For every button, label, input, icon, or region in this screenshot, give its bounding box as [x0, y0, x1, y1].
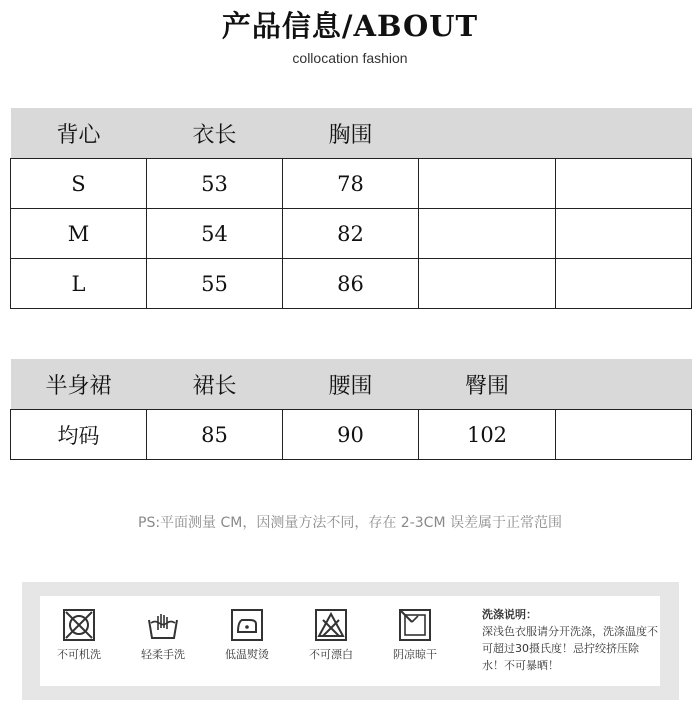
table-row — [11, 259, 692, 309]
no-bleach-icon — [314, 608, 348, 642]
header-cell: 胸围 — [283, 108, 419, 159]
page-subtitle: collocation fashion — [292, 50, 408, 66]
empty-cell — [419, 159, 556, 209]
header-cell: 背心 — [11, 108, 147, 159]
care-item-gentle-hand-wash — [128, 596, 198, 662]
no-machine-wash-icon — [62, 608, 96, 642]
size-cell: L — [11, 259, 147, 309]
empty-cell — [556, 209, 692, 259]
care-instructions-box — [40, 596, 660, 686]
vest-size-table — [10, 108, 692, 309]
table-header-row — [11, 108, 692, 159]
bust-cell: 86 — [283, 259, 419, 309]
length-cell: 54 — [147, 209, 283, 259]
care-item-no-bleach — [296, 596, 366, 662]
size-cell: M — [11, 209, 147, 259]
care-label: 轻柔手洗 — [141, 648, 185, 661]
empty-cell — [419, 259, 556, 309]
table-row — [11, 410, 692, 460]
care-item-no-machine-wash — [44, 596, 114, 662]
waist-cell: 90 — [283, 410, 419, 460]
low-temp-iron-icon — [230, 608, 264, 642]
table-row — [11, 159, 692, 209]
header-cell: 半身裙 — [11, 359, 147, 410]
care-label: 阴凉晾干 — [393, 648, 437, 661]
page-title: 产品信息/ABOUT — [221, 9, 479, 43]
header-cell: 裙长 — [147, 359, 283, 410]
measurement-note: PS:平面测量 CM，因测量方法不同，存在 2-3CM 误差属于正常范围 — [138, 515, 562, 531]
bust-cell: 78 — [283, 159, 419, 209]
care-label: 低温熨烫 — [225, 648, 269, 661]
skirt-length-cell: 85 — [147, 410, 283, 460]
care-item-shade-dry — [380, 596, 450, 662]
care-item-low-temp-iron — [212, 596, 282, 662]
care-panel — [22, 582, 679, 700]
length-cell: 53 — [147, 159, 283, 209]
wash-instructions-title: 洗涤说明： — [482, 608, 537, 621]
header-cell: 衣长 — [147, 108, 283, 159]
care-label: 不可漂白 — [309, 648, 353, 661]
bust-cell: 82 — [283, 209, 419, 259]
empty-cell — [419, 209, 556, 259]
header-cell — [419, 108, 556, 159]
header-cell — [556, 108, 692, 159]
wash-instructions — [482, 606, 660, 674]
hip-cell: 102 — [419, 410, 556, 460]
table-row — [11, 209, 692, 259]
wash-instructions-text: 深浅色衣服请分开洗涤，洗涤温度不可超过30摄氏度！忌拧绞挤压除水！不可暴晒！ — [482, 625, 658, 672]
gentle-hand-wash-icon — [146, 608, 180, 642]
empty-cell — [556, 259, 692, 309]
header-cell — [556, 359, 692, 410]
table-header-row — [11, 359, 692, 410]
empty-cell — [556, 159, 692, 209]
size-cell: S — [11, 159, 147, 209]
empty-cell — [556, 410, 692, 460]
header-cell: 腰围 — [283, 359, 419, 410]
length-cell: 55 — [147, 259, 283, 309]
header-cell: 臀围 — [419, 359, 556, 410]
size-cell: 均码 — [11, 410, 147, 460]
skirt-size-table — [10, 359, 692, 460]
care-label: 不可机洗 — [57, 648, 101, 661]
shade-dry-icon — [398, 608, 432, 642]
